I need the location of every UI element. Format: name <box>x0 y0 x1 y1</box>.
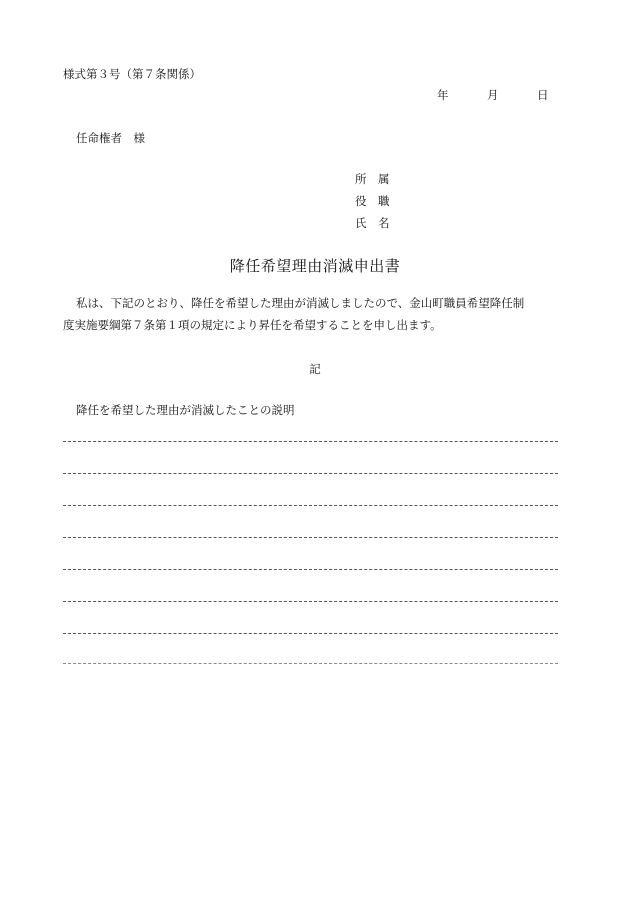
body-line-1: 私は、下記のとおり、降任を希望した理由が消滅しましたので、金山町職員希望降任制 <box>76 296 525 310</box>
explanation-heading: 降任を希望した理由が消滅したことの説明 <box>76 403 295 417</box>
dashed-line <box>63 473 558 474</box>
ki-heading: 記 <box>309 362 321 376</box>
date-year: 年 <box>437 88 449 102</box>
dashed-line <box>63 505 558 506</box>
body-line-2: 度実施要綱第７条第１項の規定により昇任を希望することを申し出ます。 <box>63 318 442 332</box>
applicant-affiliation-label: 所 属 <box>355 172 390 186</box>
form-number: 様式第３号（第７条関係） <box>63 67 201 81</box>
dashed-line <box>63 441 558 442</box>
document-title: 降任希望理由消滅申出書 <box>229 257 401 275</box>
applicant-name-label: 氏 名 <box>355 216 390 230</box>
dashed-line <box>63 537 558 538</box>
addressee: 任命権者 様 <box>76 131 145 145</box>
date-day: 日 <box>537 88 549 102</box>
dashed-line <box>63 663 558 664</box>
applicant-position-label: 役 職 <box>355 194 390 208</box>
dashed-line <box>63 633 558 634</box>
dashed-line <box>63 569 558 570</box>
dashed-line <box>63 601 558 602</box>
date-month: 月 <box>487 88 499 102</box>
